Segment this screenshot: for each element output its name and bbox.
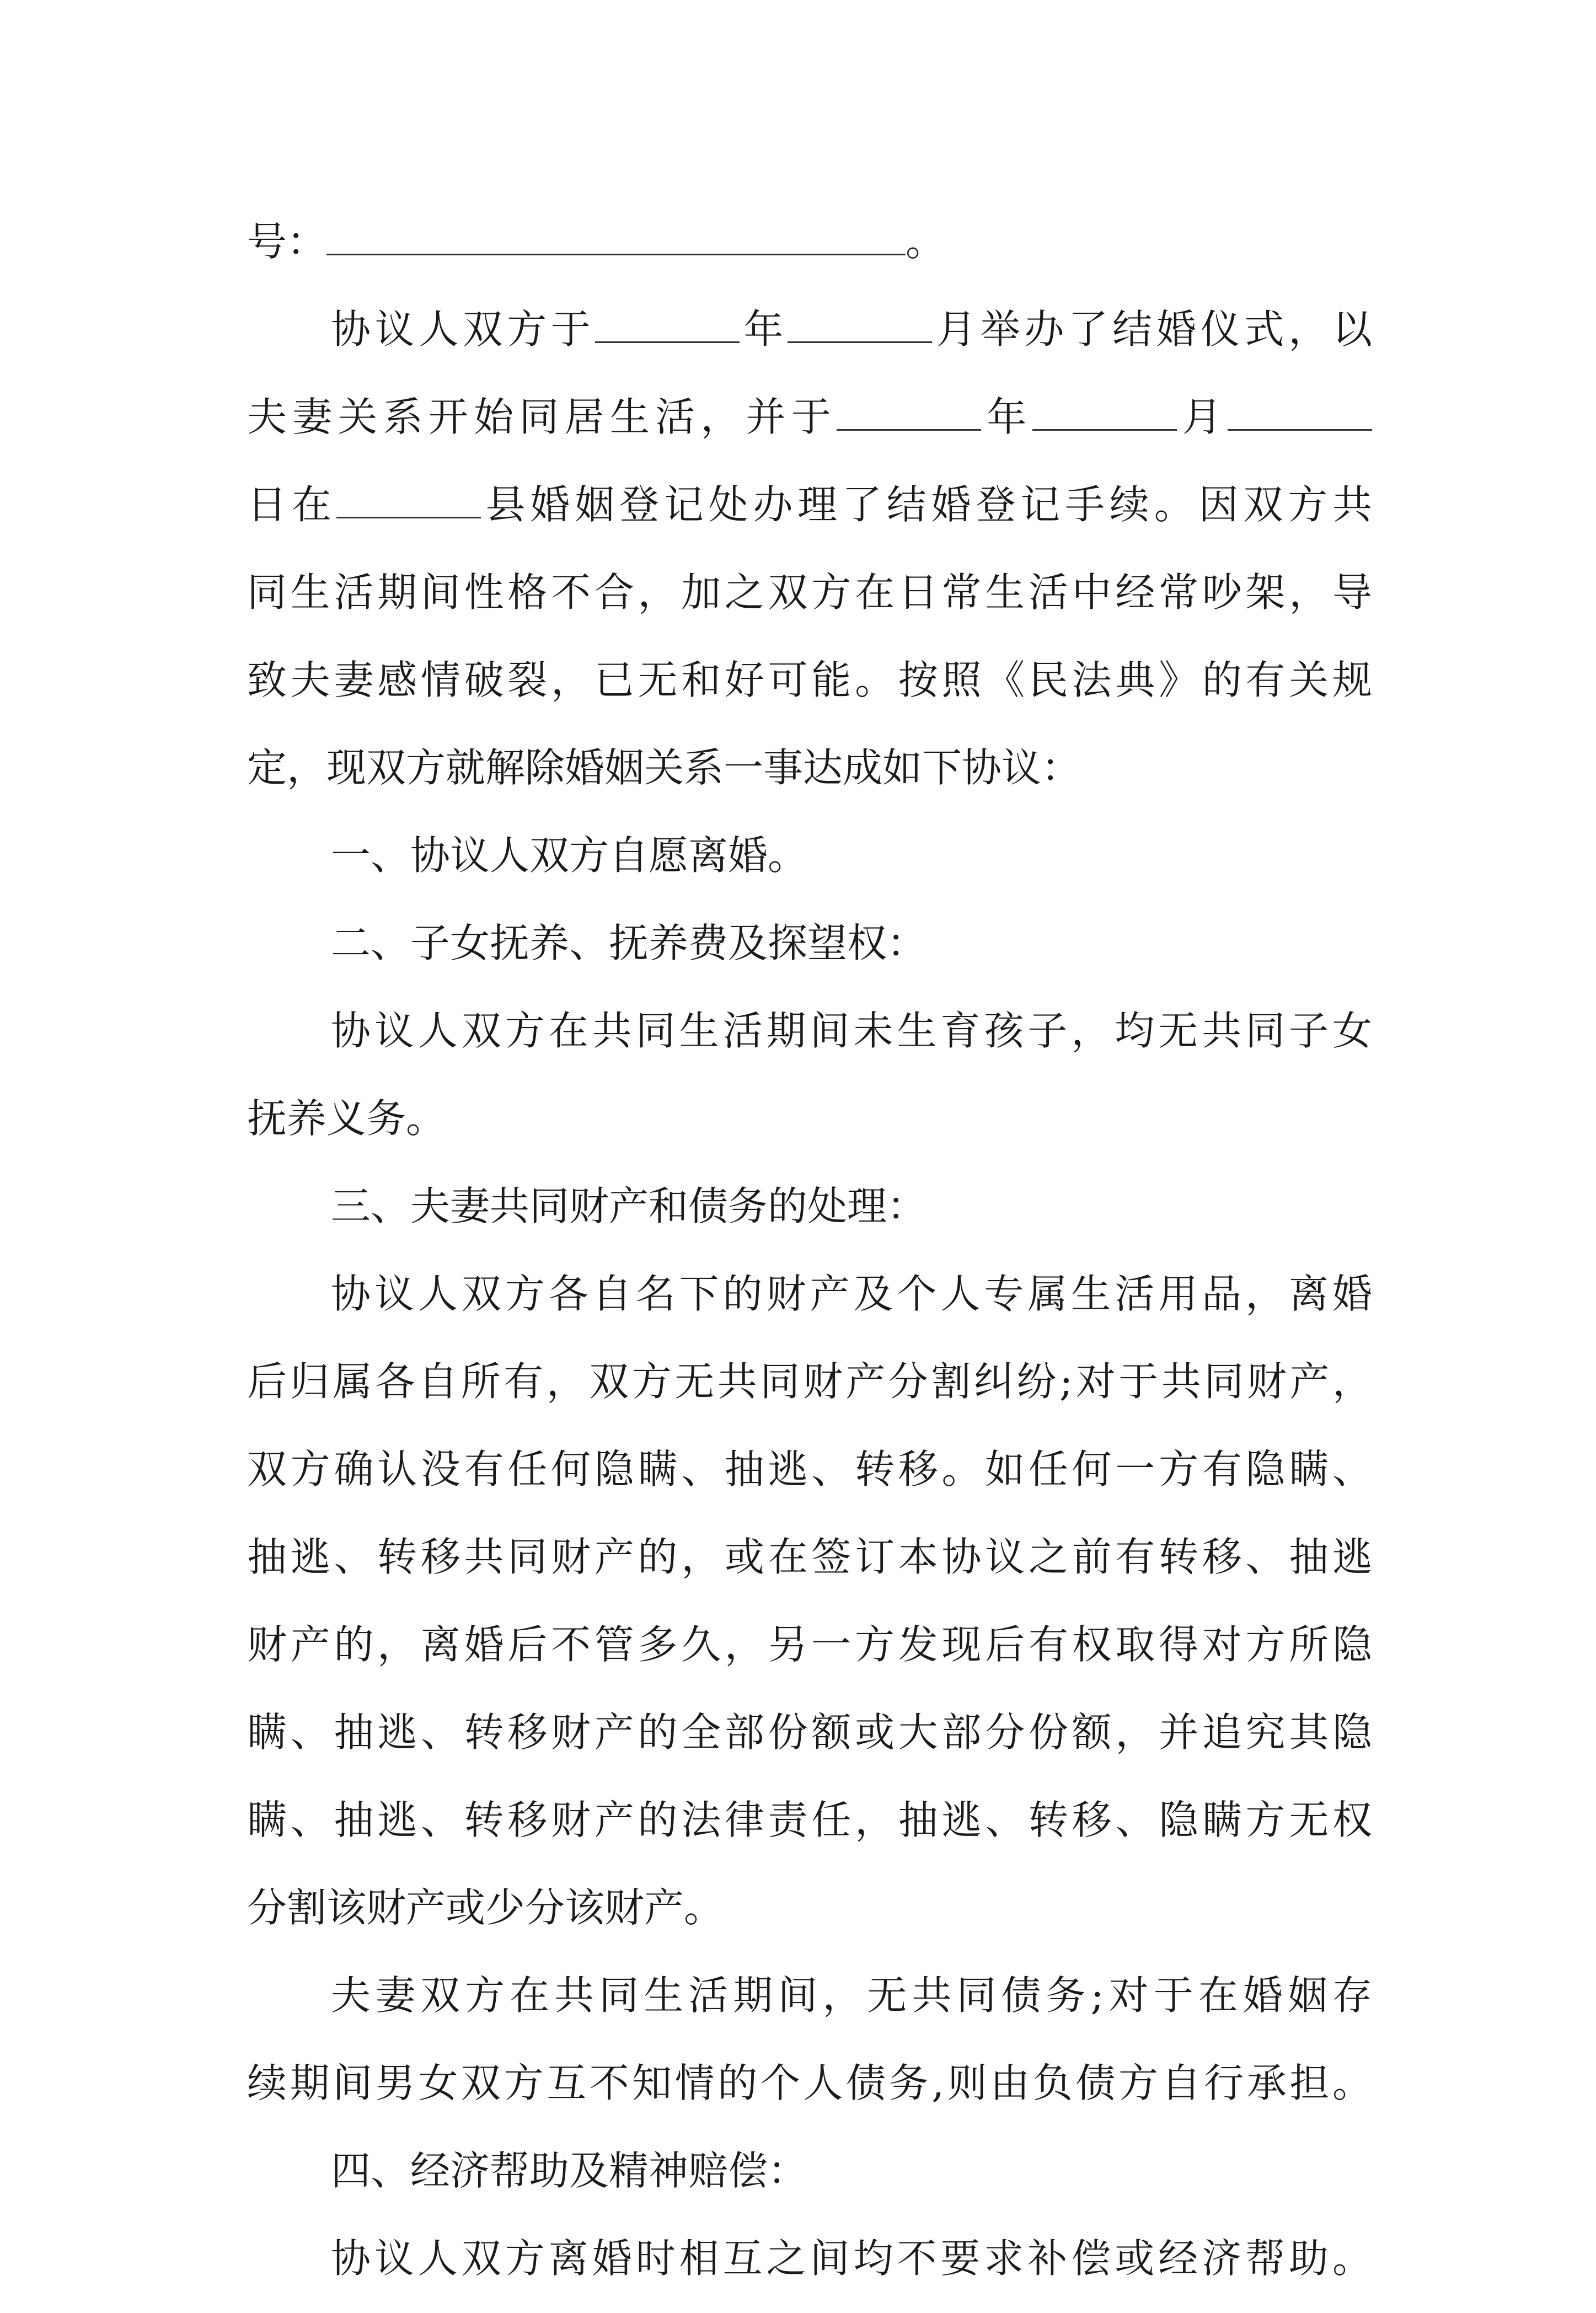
text-segment: 协议人双方于: [331, 306, 595, 352]
text-line: 同生活期间性格不合，加之双方在日常生活中经常吵架，导: [247, 569, 1372, 615]
text-segment: 夫妻关系开始同居生活，并于: [247, 394, 837, 440]
registration-year-blank: [837, 385, 981, 431]
text-line: 定，现双方就解除婚姻关系一事达成如下协议：: [247, 745, 1081, 791]
line-end-punct: 。: [906, 218, 946, 265]
text-line: 协议人双方在共同生活期间未生育孩子，均无共同子女: [331, 1008, 1372, 1054]
text-line: 财产的，离婚后不管多久，另一方发现后有权取得对方所隐: [247, 1621, 1372, 1668]
number-blank: [326, 210, 906, 255]
registration-month-blank: [1032, 385, 1177, 431]
section-heading: 四、经济帮助及精神赔偿：: [331, 2148, 808, 2194]
text-segment: 年: [739, 306, 788, 352]
text-line: 抚养义务。: [247, 1095, 446, 1142]
text-line: 分割该财产或少分该财产。: [247, 1884, 724, 1931]
text-line: [247, 384, 1372, 472]
section-heading: 一、协议人双方自愿离婚。: [331, 832, 808, 879]
county-blank: [336, 473, 481, 518]
text-segment: 年: [981, 394, 1032, 440]
text-line: 夫妻双方在共同生活期间，无共同债务;对于在婚姻存: [331, 1972, 1372, 2018]
text-line: [247, 296, 1372, 384]
text-line: [247, 472, 1372, 559]
document-body: [247, 208, 1372, 2313]
text-segment: 月举办了结婚仪式，以: [932, 306, 1372, 352]
wedding-month-blank: [788, 297, 932, 343]
text-line: 瞒、抽逃、转移财产的全部份额或大部分份额，并追究其隐: [247, 1709, 1372, 1755]
text-line: 致夫妻感情破裂，已无和好可能。按照《民法典》的有关规: [247, 657, 1372, 703]
text-line: 后归属各自所有，双方无共同财产分割纠纷;对于共同财产，: [247, 1358, 1372, 1405]
text-segment: 月: [1176, 394, 1228, 440]
text-segment: 县婚姻登记处办理了结婚登记手续。因双方共: [480, 481, 1372, 528]
text-line: 续期间男女双方互不知情的个人债务,则由负债方自行承担。: [247, 2060, 1372, 2106]
text-line: 抽逃、转移共同财产的，或在签订本协议之前有转移、抽逃: [247, 1534, 1372, 1580]
text-line: 双方确认没有任何隐瞒、抽逃、转移。如任何一方有隐瞒、: [247, 1446, 1372, 1492]
registration-day-blank: [1228, 385, 1372, 431]
text-line: 瞒、抽逃、转移财产的法律责任，抽逃、转移、隐瞒方无权: [247, 1797, 1372, 1843]
text-line: 协议人双方离婚时相互之间均不要求补偿或经济帮助。: [331, 2235, 1372, 2282]
section-heading: 二、子女抚养、抚养费及探望权：: [331, 920, 927, 966]
text-line: [247, 208, 1372, 296]
text-line: 协议人双方各自名下的财产及个人专属生活用品，离婚: [331, 1271, 1372, 1317]
section-heading: 三、夫妻共同财产和债务的处理：: [331, 1183, 927, 1229]
wedding-year-blank: [595, 297, 740, 343]
number-label: 号：: [247, 218, 327, 265]
text-segment: 日在: [247, 481, 336, 528]
